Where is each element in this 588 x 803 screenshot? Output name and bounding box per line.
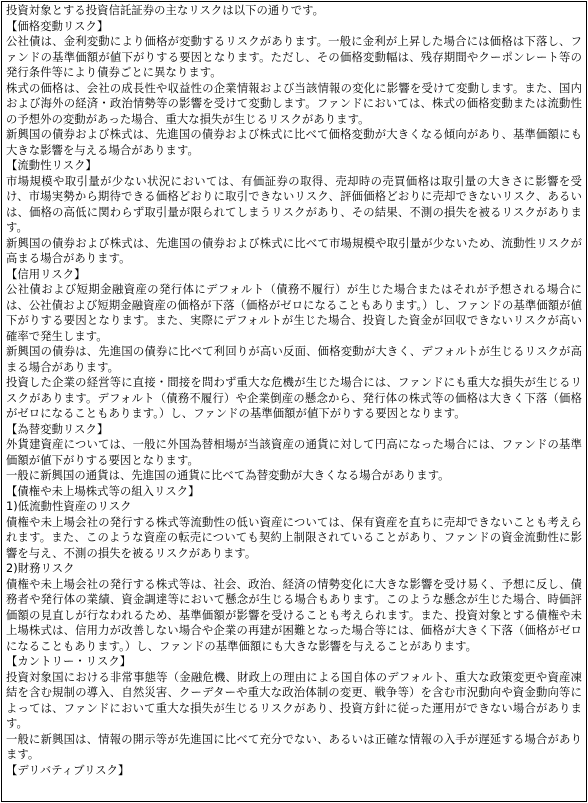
section-heading-unlisted-risk: 【債権や未上場株式等の組入リスク】 [6,484,200,498]
paragraph-liquidity-market: 市場規模や取引量が少ない状況においては、有価証券の取得、売却時の売買価格は取引量の大きさに影響を受け、市場実勢から期待できる価格どおりに取引できないリスク、評価価格どおりに売却できないリスク、あるいは、価格の高低に関わらず取引量が限られてしまうリスクがあり、その結果、不測の損失を被るリスクがあります。 [6,174,582,234]
section-heading-country-risk: 【カントリー・リスク】 [6,655,132,668]
paragraph-low-liquidity: 債権や未上場会社の発行する株式等流動性の低い資産については、保有資産を直ちに売却できないことも考えられます。また、このような資産の転売についても契約上制限されていることがあり、ファンドの資金流動性に影響を与え、不測の損失を被るリスクがあります。 [6,515,582,560]
paragraph-bond-price: 公社債は、金利変動により価格が変動するリスクがあります。一般に金利が上昇した場合には価格は下落し、ファンドの基準価額が値下がりする要因となります。ただし、その価格変動幅は、残存期間やクーポンレート等の発行条件等により債券ごとに異なります。 [6,35,582,79]
subheading-low-liquidity: 1)低流動性資産のリスク [6,500,132,513]
section-heading-price-risk: 【価格変動リスク】 [6,19,109,33]
paragraph-credit-crisis: 投資した企業の経営等に直接・間接を問わず重大な危機が生じた場合には、ファンドにも重大な損失が生じるリスクがあります。デフォルト（債務不履行）や企業倒産の懸念から、発行体の株式等の価格は大きく下落（価格がゼロになることもあります。）し、ファンドの基準価額が値下がりする要因となります。 [6,376,582,420]
intro-text: 投資対象とする投資信託証券の主なリスクは以下の通りです。 [6,4,324,17]
paragraph-financial-risk: 債権や未上場会社の発行する株式等は、社会、政治、経済の情勢変化に大きな影響を受け易く、予想に反し、債務者や発行体の業績、資金調達等において懸念が生じる場合もあります。このような懸念が生じた場合、時価評価額の見直しが行なわれるため、基準価額が影響を受けることも考えられます。また、投資対象とする債権や未上場株式は、信用力が改善しない場合や企業の再建が困難となった場合等には、価格が大きく下落（価格がゼロになることもあります。）し、ファンドの基準価額にも大きな影響を与えることがあります。 [6,577,582,653]
paragraph-emerging-price: 新興国の債券および株式は、先進国の債券および株式に比べて価格変動が大きくなる傾向があり、基準価額にも大きな影響を与える場合があります。 [6,128,582,157]
section-heading-liquidity-risk: 【流動性リスク】 [6,159,97,172]
risk-document [1,1,587,802]
section-heading-fx-risk: 【為替変動リスク】 [6,422,109,436]
paragraph-credit-emerging: 新興国の債券は、先進国の債券に比べて利回りが高い反面、価格変動が大きく、デフォルトが生じるリスクが高まる場合があります。 [6,345,582,374]
subheading-financial-risk: 2)財務リスク [6,562,75,575]
section-heading-derivative-risk: 【デリバティブリスク】 [6,763,130,777]
paragraph-credit-default: 公社債および短期金融資産の発行体にデフォルト（債務不履行）が生じた場合またはそれが予想される場合には、公社債および短期金融資産の価格が下落（価格がゼロになることもあります。）し、ファンドの基準価額が値下がりする要因となります。また、実際にデフォルトが生じた場合、投資した資金が回収できないリスクが高い確率で発生します。 [6,283,582,343]
paragraph-fx-foreign: 外貨建資産については、一般に外国為替相場が当該資産の通貨に対して円高になった場合には、ファンドの基準価額が値下がりする要因となります。 [6,438,582,467]
paragraph-stock-price: 株式の価格は、会社の成長性や収益性の企業情報および当該情報の変化に影響を受けて変動します。また、国内および海外の経済・政治情勢等の影響を受けて変動します。ファンドにおいては、株式の価格変動または流動性の予想外の変動があった場合、重大な損失が生じるリスクがあります。 [6,81,582,126]
paragraph-country-disclosure: 一般に新興国は、情報の開示等が先進国に比べて充分でない、あるいは正確な情報の入手が遅延する場合があります。 [6,732,582,761]
paragraph-liquidity-emerging: 新興国の債券および株式は、先進国の債券および株式に比べて市場規模や取引量が少ないため、流動性リスクが高まる場合があります。 [6,236,582,265]
paragraph-fx-emerging: 一般に新興国の通貨は、先進国の通貨に比べて為替変動が大きくなる場合があります。 [6,469,450,482]
paragraph-country-emergency: 投資対象国における非常事態等（金融危機、財政上の理由による国自体のデフォルト、重大な政策変更や資産凍結を含む規制の導入、自然災害、クーデターや重大な政治体制の変更、戦争等）を含む市況動向や資金動向等によっては、ファンドにおいて重大な損失が生じるリスクがあり、投資方針に従った運用ができない場合があります。 [6,670,582,730]
section-heading-credit-risk: 【信用リスク】 [6,267,86,281]
